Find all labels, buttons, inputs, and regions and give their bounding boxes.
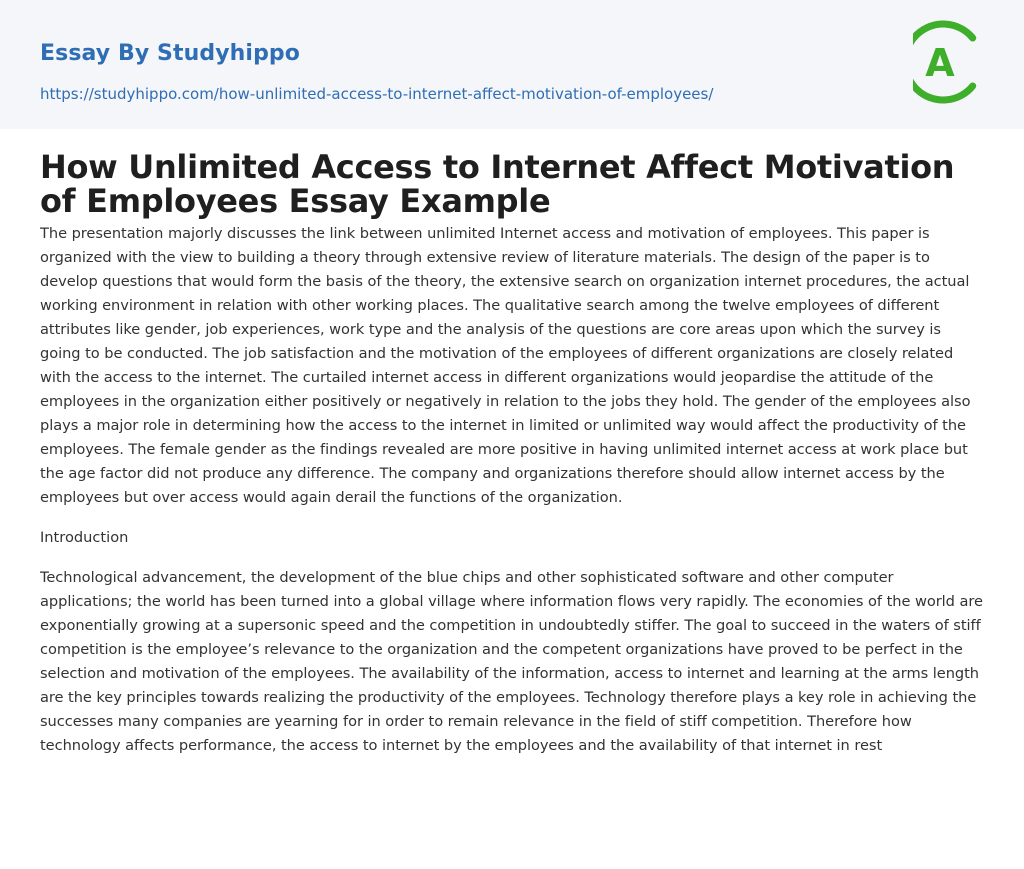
site-brand[interactable]: Essay By Studyhippo [40,41,300,66]
introduction-heading: Introduction [40,529,129,546]
site-header [0,0,1024,129]
page-url-link[interactable]: https://studyhippo.com/how-unlimited-access-to-internet-affect-motivation-of-employees/ [40,85,714,103]
abstract-paragraph: The presentation majorly discusses the link between unlimited Internet access and motivation of employees. This paper is organized with the view to building a theory through extensive review of literature materials. The design of the paper is to develop questions that would form the basis of the theory, the extensive search on organization internet procedures, the actual working environment in relation with other working places. The qualitative search among the twelve employees of different attributes like gender, job experiences, work type and the analysis of the questions are core areas upon which the survey is going to be conducted. The job satisfaction and the motivation of the employees of different organizations are closely related with the access to the internet. The curtailed internet access in different organizations would jeopardise the attitude of the employees in the organization either positively or negatively in relation to the jobs they hold. The gender of the employees also plays a major role in determining how the access to the internet in limited or unlimited way would affect the productivity of the employees. The female gender as the findings revealed are more positive in having unlimited internet access at work place but the age factor did not produce any difference. The company and organizations therefore should allow internet access by the employees but over access would again derail the functions of the organization. [40,225,971,506]
introduction-paragraph: Technological advancement, the development of the blue chips and other sophisticated software and other computer applications; the world has been turned into a global village where information flows very rapidly. The economies of the world are exponentially growing at a supersonic speed and the competition in undoubtedly stiffer. The goal to succeed in the waters of stiff competition is the employee’s relevance to the organization and the competent organizations have proved to be perfect in the selection and motivation of the employees. The availability of the information, access to internet and learning at the arms length are the key principles towards realizing the productivity of the employees. Technology therefore plays a key role in achieving the successes many companies are yearning for in order to remain relevance in the field of stiff competition. Therefore how technology affects performance, the access to internet by the employees and the availability of that internet in rest [40,569,983,754]
logo-letter: A [925,41,955,85]
studyhippo-logo-icon[interactable] [913,19,985,105]
article-title: How Unlimited Access to Internet Affect Motivation of Employees Essay Example [40,148,955,220]
article [40,150,985,758]
